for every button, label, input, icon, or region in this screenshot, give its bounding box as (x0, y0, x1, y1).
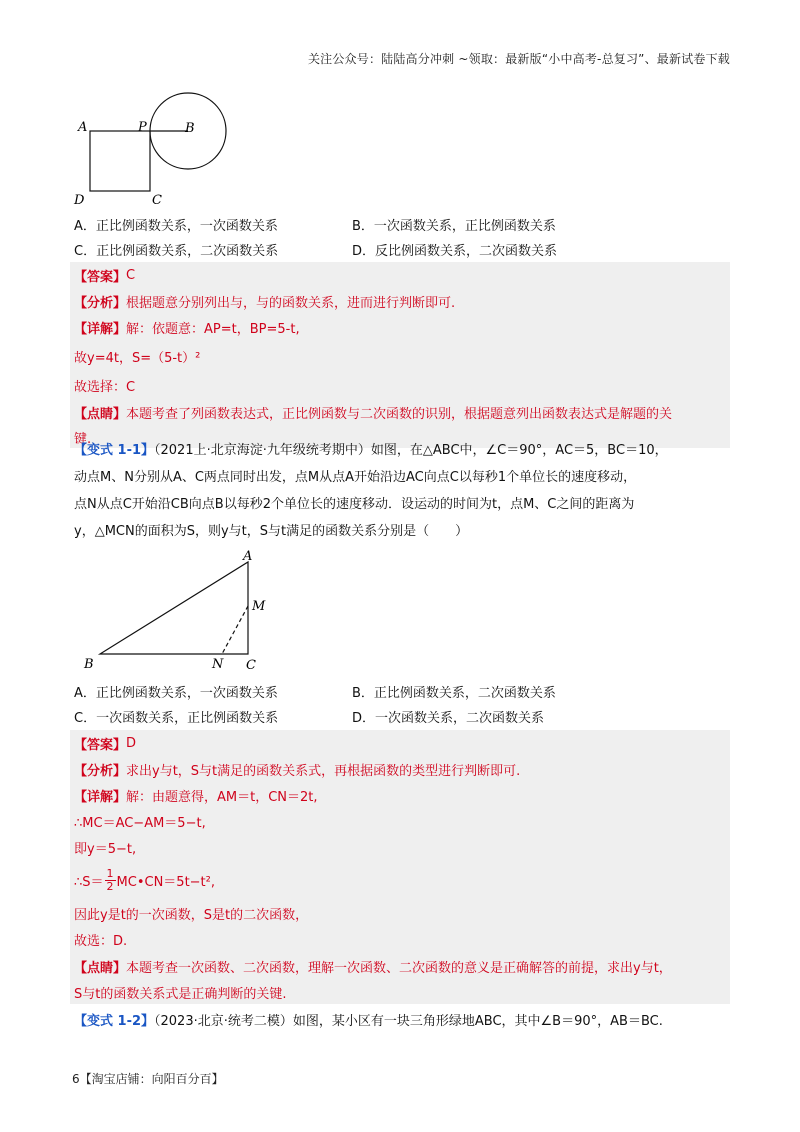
figure-right-triangle (80, 548, 280, 674)
variant-tag: 【变式 1-1】 (74, 443, 155, 458)
fraction-denominator: 2 (106, 879, 114, 893)
segment-mn (222, 606, 248, 654)
analysis-tag: 【分析】 (74, 295, 127, 311)
square-shape (90, 131, 150, 191)
q1-options (74, 212, 734, 262)
page-footer: 6【淘宝店铺：向阳百分百】 (72, 1072, 224, 1086)
variant-2-question (74, 1008, 730, 1035)
detail-text: 解：依题意：AP=t，BP=5-t, (126, 321, 300, 337)
q1-solution-box (70, 262, 730, 448)
q2-option-b: B．正比例函数关系，二次函数关系 (352, 686, 556, 701)
label-b: B (84, 657, 94, 672)
q1-option-c: C．正比例函数关系，二次函数关系 (74, 244, 279, 259)
q1-option-b: B．一次函数关系，正比例函数关系 (352, 219, 556, 234)
solution-line: 故选：D. (74, 933, 128, 949)
q2-option-c: C．一次函数关系，正比例函数关系 (74, 711, 279, 726)
comment-tag: 【点睛】 (74, 960, 127, 976)
detail-tag: 【详解】 (74, 321, 127, 337)
question-line: 点N从点C开始沿CB向点B以每秒2个单位长的速度移动．设运动的时间为t，点M、C之间的距离为 (74, 497, 635, 512)
solution-line: 因此y是t的一次函数，S是t的二次函数， (74, 907, 309, 923)
analysis-tag: 【分析】 (74, 763, 127, 779)
label-m: M (252, 599, 266, 614)
label-n: N (212, 657, 224, 672)
label-p: P (138, 120, 147, 135)
fraction-numerator: 1 (106, 866, 114, 880)
question-line: （2021上·北京海淀·九年级统考期中）如图，在△ABC中，∠C＝90°，AC＝5，BC＝10， (154, 443, 668, 458)
question-line: 动点M、N分别从A、C两点同时出发，点M从点A开始沿边AC向点C以每秒1个单位长的速度移动， (74, 470, 637, 485)
solution-line: 故y=4t，S=（5-t）² (74, 350, 201, 366)
q2-option-a: A．正比例函数关系，一次函数关系 (74, 686, 278, 701)
solution-line: 故选择：C (74, 379, 136, 395)
q1-option-a: A．正比例函数关系，一次函数关系 (74, 219, 278, 234)
q1-option-d: D．反比例函数关系，二次函数关系 (352, 244, 558, 259)
detail-tag: 【详解】 (74, 789, 127, 805)
solution-line: 即y＝5−t, (74, 841, 137, 857)
solution-line-prefix: ∴S＝ (74, 874, 104, 890)
answer-value: C (126, 267, 136, 283)
figure-square-circle (70, 90, 240, 210)
detail-text: 解：由题意得，AM＝t，CN＝2t, (126, 789, 318, 805)
label-a: A (243, 549, 253, 564)
fraction-one-half (105, 868, 116, 893)
answer-value: D (126, 735, 137, 751)
comment-text: 本题考查一次函数、二次函数，理解一次函数、二次函数的意义是正确解答的前提，求出y与t， (126, 960, 672, 976)
page-header: 关注公众号：陆陆高分冲刺 ~领取：最新版“小中高考-总复习”、最新试卷下载 (307, 52, 730, 66)
q2-solution-box (70, 730, 730, 1004)
solution-line: ∴MC＝AC−AM＝5−t, (74, 815, 206, 831)
comment-text: S与t的函数关系式是正确判断的关键. (74, 986, 287, 1002)
analysis-text: 求出y与t，S与t满足的函数关系式，再根据函数的类型进行判断即可. (126, 763, 521, 779)
comment-text: 本题考查了列函数表达式，正比例函数与二次函数的识别，根据题意列出函数表达式是解题的关 (126, 406, 673, 422)
q2-options (74, 679, 734, 729)
label-b: B (185, 121, 195, 136)
comment-text: 键. (74, 431, 92, 447)
question-line: （2023·北京·统考二模）如图，某小区有一块三角形绿地ABC，其中∠B＝90°，AB＝BC. (154, 1014, 663, 1029)
label-d: D (74, 193, 85, 208)
triangle-abc (100, 562, 248, 654)
label-a: A (78, 120, 88, 135)
label-c: C (152, 193, 162, 208)
analysis-text: 根据题意分别列出与，与的函数关系，进而进行判断即可. (126, 295, 456, 311)
answer-tag: 【答案】 (74, 737, 127, 753)
question-line: y，△MCN的面积为S，则y与t，S与t满足的函数关系分别是（ ） (74, 524, 469, 539)
solution-line-suffix: MC•CN＝5t−t², (116, 874, 215, 890)
comment-tag: 【点睛】 (74, 406, 127, 422)
variant-1-question (74, 437, 730, 545)
label-c: C (246, 658, 256, 673)
answer-tag: 【答案】 (74, 269, 127, 285)
variant-tag: 【变式 1-2】 (74, 1014, 155, 1029)
q2-option-d: D．一次函数关系，二次函数关系 (352, 711, 545, 726)
